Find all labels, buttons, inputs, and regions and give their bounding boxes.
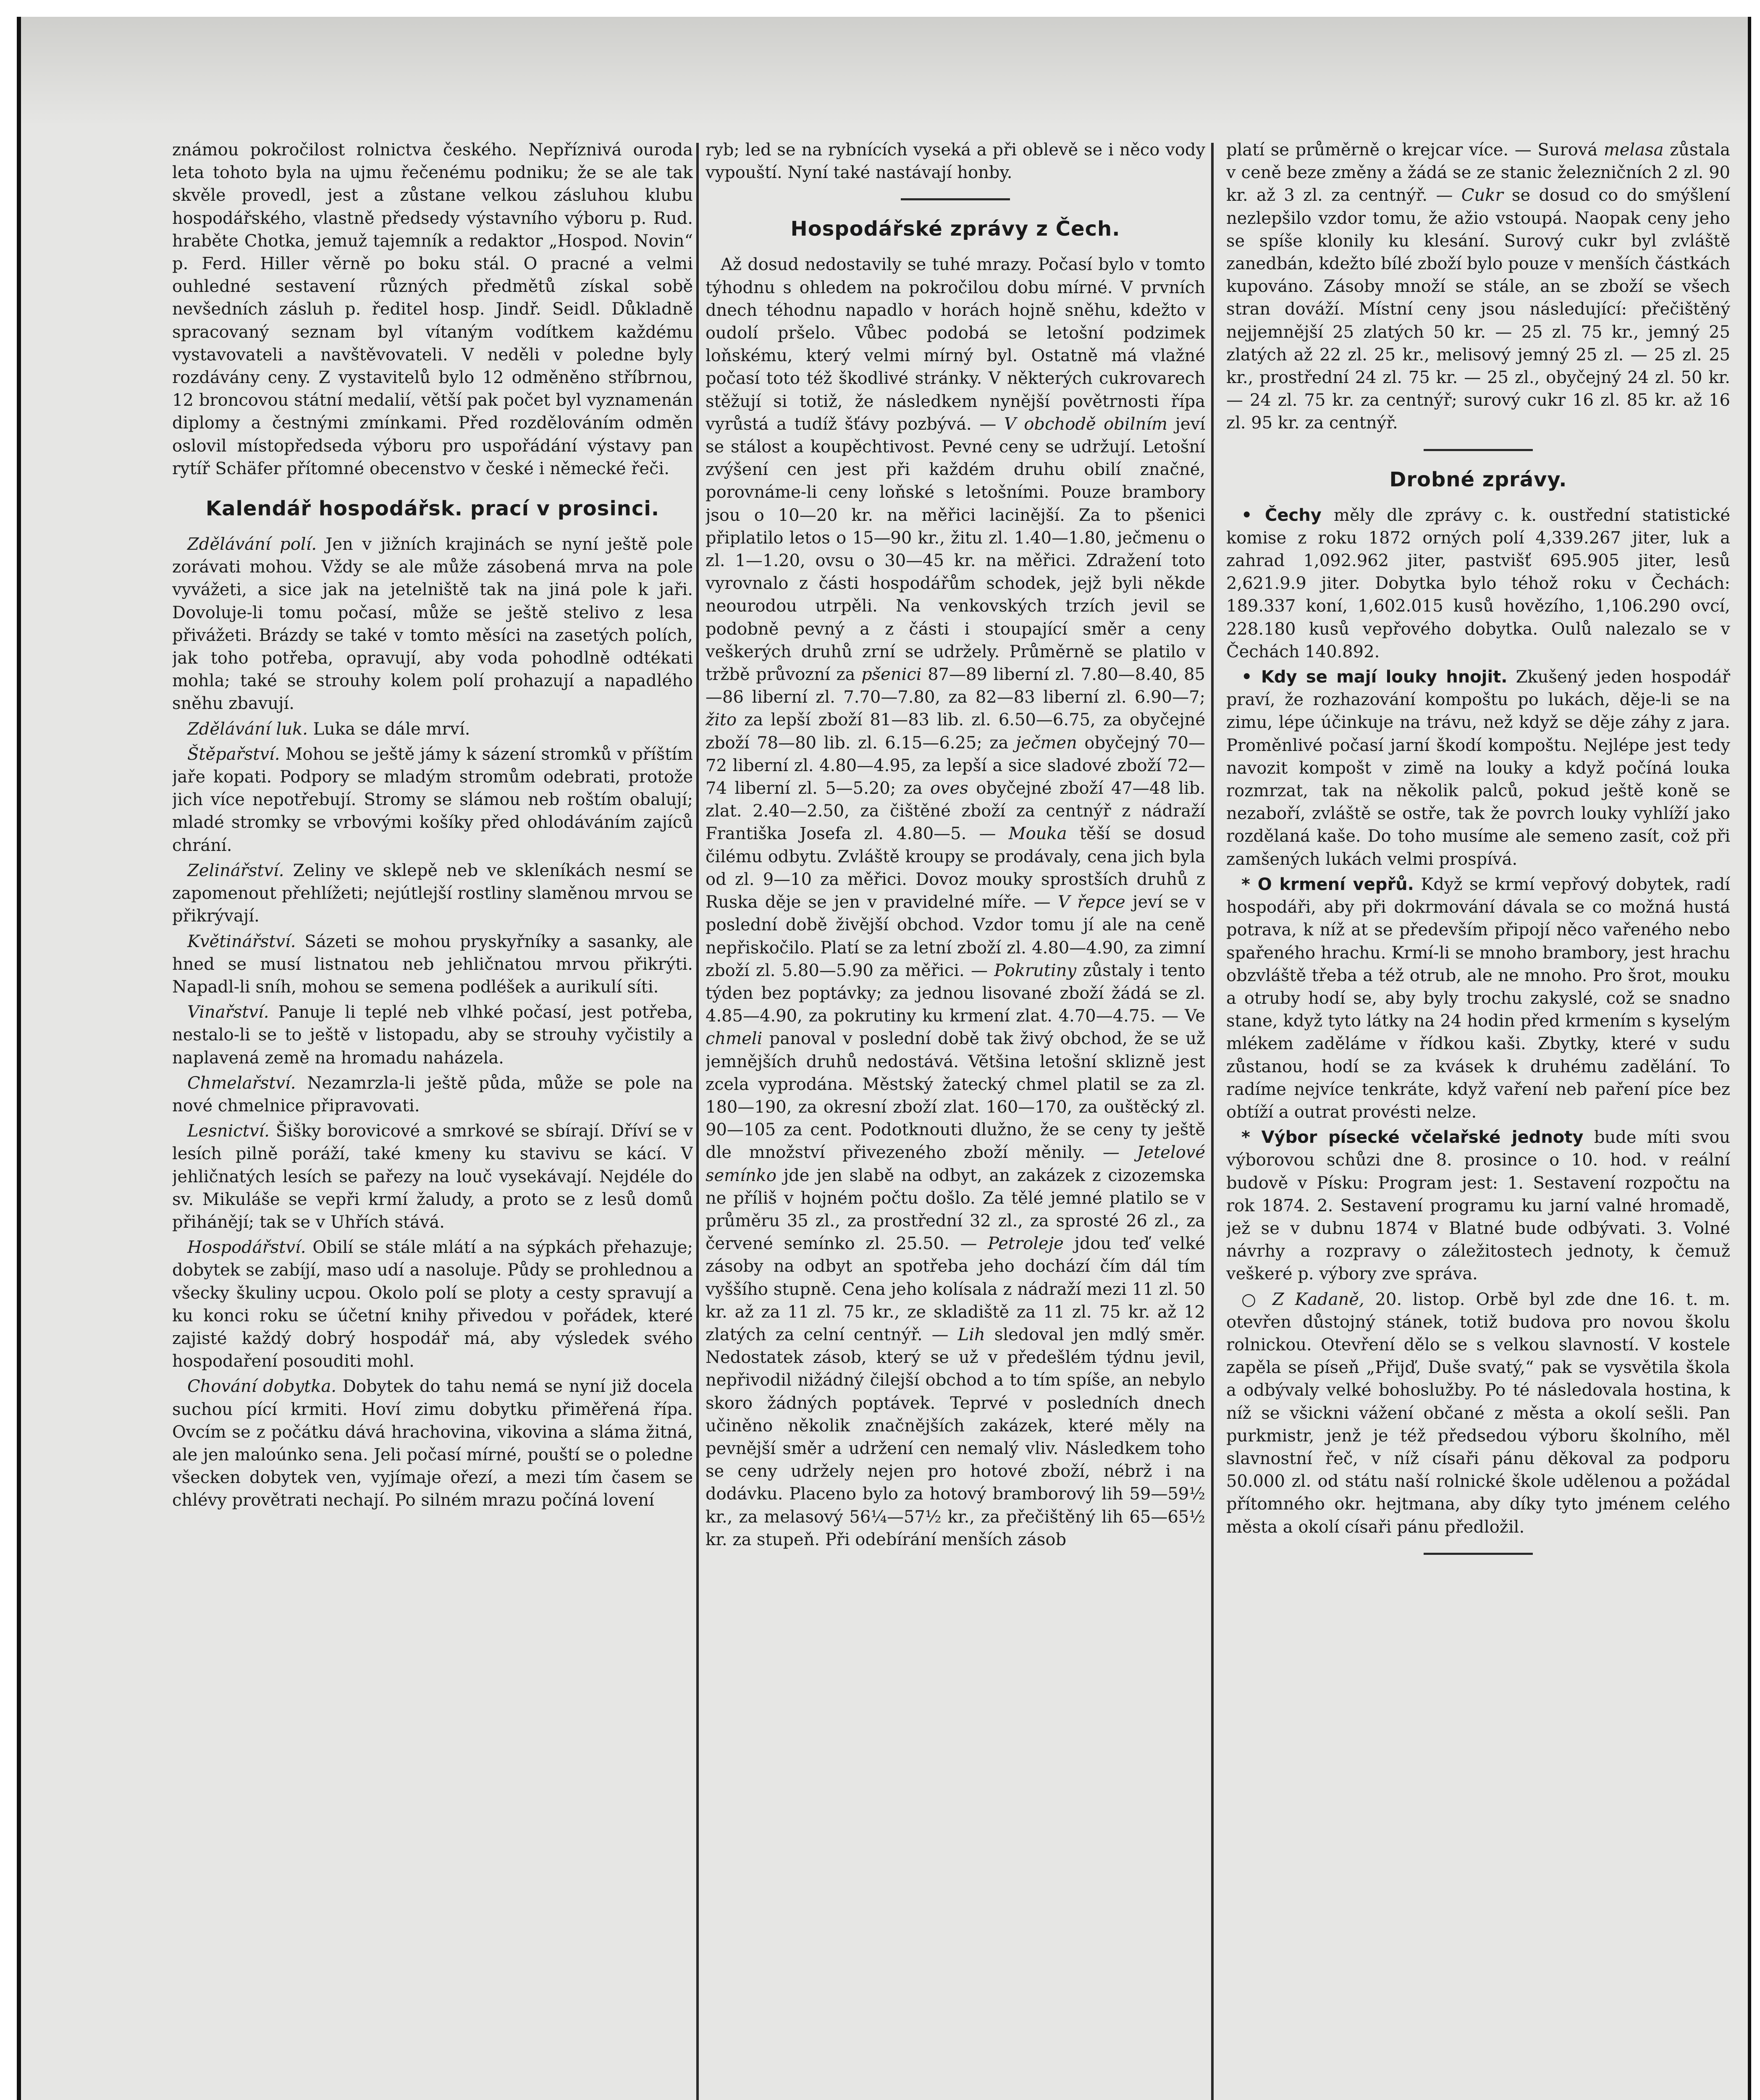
heading-short-news: Drobné zprávy.	[1389, 467, 1567, 491]
section-divider	[901, 198, 1010, 200]
paragraph-vineyards: Vinařství. Panuje li teplé neb vlhké počasí, jest potřeba, nestalo-li se to ještě v listopadu, aby se strouhy vyčistily a naplavená země na hromadu naházela.	[172, 1003, 693, 1068]
column-1	[172, 139, 693, 2100]
column-divider-1	[696, 143, 699, 2100]
lead-farming: Hospodářství.	[187, 1238, 306, 1257]
news-beekeepers: * Výbor písecké včelařské jednoty bude míti svou výborovou schůzi dne 8. prosince o 10. hod. v reální budově v Písku: Program jest: 1. Sestavení rozpočtu na rok 1874. 2. Sestavení programu ku jarní valné hromadě, jež se v dubnu 1874 v Blatné bude odbývati. 3. Volné návrhy a rozpravy o záležitostech jednoty, k čemuž veškeré p. výbory zve správa.	[1226, 1128, 1730, 1284]
lead-vegetables: Zelinářství.	[187, 861, 284, 880]
paragraph-fishing: ryb; led se na rybnících vyseká a při oblevě se i něco vody vypouští. Nyní také nastávají honby.	[706, 140, 1205, 183]
heading-economic-news: Hospodářské zprávy z Čech.	[790, 217, 1120, 241]
lead-livestock: Chování dobytka.	[187, 1377, 337, 1396]
lead-vineyards: Vinařství.	[187, 1003, 269, 1022]
column-3	[1226, 139, 1730, 2100]
paragraph-forestry: Lesnictví. Šišky borovicové a smrkové se sbírají. Dříví se v lesích pilně poráží, také kmeny ku stavivu se kácí. V jehličnatých lesích se pařezy na louč vysekávají. Nejdéle do sv. Mikuláše se vepři krmí žaludy, a proto se z lesů domů přihánějí; tak se v Uhřích stává.	[172, 1121, 693, 1232]
paragraph-fields: Zdělávání polí. Jen v jižních krajinách se nyní ještě pole zorávati mohou. Vždy se ale může zásobená mrva na pole vyvážeti, a sice jak na jetelniště tak na jiná pole k jaři. Dovoluje-li tomu počasí, může se ještě stelivo z lesa přivážeti. Brázdy se také v tomto měsíci na zasetých polích, jak toho potřeba, opravují, aby voda pohodlně odtékati mohla; také se strouhy kolem polí prohazují a napadlého sněhu zbavují.	[172, 535, 693, 714]
paragraph-market-report: Až dosud nedostavily se tuhé mrazy. Počasí bylo v tomto týhodnu s ohledem na pokročilou dobu mírné. V prvních dnech téhodnu napadlo v horách hojně sněhu, kdežto v oudolí pršelo. Vůbec podobá se letošní podzimek loňskému, který velmi mírný byl. Ostatně má vlažné počasí toto též škodlivé stránky. V některých cukrovarech stěžují si totiž, že následkem nynější povětrnosti řípa vyrůstá a tudíž šťávy pozbývá. — V obchodě obilním jeví se stálost a koupěchtivost. Pevné ceny se udržují. Letošní zvýšení cen jest při každém druhu obilí značné, porovnáme-li ceny loňské s letošními. Pouze brambory jsou o 10—20 kr. na měřici lacinější. Za to pšenici připlatilo letos o 15—90 kr., žitu zl. 1.40—1.80, ječmenu o zl. 1—1.20, ovsu o 30—45 kr. na měřici. Zdražení toto vyrovnalo z části hospodářům schodek, jejž byli někde neourodou utrpěli. Na venkovských trzích jevil se podobně pevný a z části i stoupající směr a ceny veškerých druhů zrní se udržely. Průměrně se platilo v tržbě průvozní za pšenici 87—89 liberní zl. 7.80—8.40, 85—86 liberní zl. 7.70—7.80, za 82—83 liberní zl. 6.90—7; žito za lepší zboží 81—83 lib. zl. 6.50—6.75, za obyčejné zboží 78—80 lib. zl. 6.15—6.25; za ječmen obyčejný 70—72 liberní zl. 4.80—4.95, za lepší a sice sladové zboží 72—74 liberní zl. 5—5.20; za oves obyčejné zboží 47—48 lib. zlat. 2.40—2.50, za čištěné zboží za centnýř z nádraží Františka Josefa zl. 4.80—5. — Mouka těší se dosud čilému odbytu. Zvláště kroupy se prodávaly, cena jich byla od zl. 9—10 za měřici. Dovoz mouky sprostších druhů z Ruska děje se jen v pravidelné míře. — V řepce jeví se v poslední době živější obchod. Vzdor tomu jí ale na ceně nepřiskočilo. Platí se za letní zboží zl. 4.80—4.90, za zimní zboží zl. 5.80—5.90 za měřici. — Pokrutiny zůstaly i tento týden bez poptávky; za jednou lisované zboží žádá se zl. 4.85—4.90, za pokrutiny ku krmení zlat. 4.70—4.75. — Ve chmeli panoval v poslední době tak živý obchod, že se už jemnějších druhů nedostává. Většina letošní sklizně jest zcela vyprodána. Městský žatecký chmel platil se za zl. 180—190, za okresní zboží zlat. 160—170, za ouštěcký zl. 90—105 za cent. Podotknouti dlužno, že se ceny ty ještě dle množství přivezeného zboží měnily. — Jetelové semínko jde jen slabě na odbyt, an zakázek z cizozemska ne příliš v hojném počtu došlo. Za tělé jemné platilo se v průměru 35 zl., za prostřední 32 zl., za sprosté 26 zl., za červené semínko zl. 25.50. — Petroleje jdou teď velké zásoby na odbyt an spotřeba jeho dochází čím dál tím vyššího stupně. Cena jeho kolísala z nádraží mezi 11 zl. 50 kr. až za 11 zl. 75 kr., ze skladiště za 11 zl. 75 kr. až 12 zlatých za celní centnýř. — Lih sledoval jen mdlý směr. Nedostatek zásob, který se už v předešlém týdnu jevil, nepřivodil nižádný čilejší obchod a to tím spíše, an nebylo skoro žádných poptávek. Teprvé v posledních dnech učiněno několik značnějších zakázek, které měly na pevnější směr a udržení cen nemalý vliv. Následkem toho se ceny udržely nejen pro hotové zboží, nébrž i na dodávku. Placeno bylo za hotový bramborový lih 59—59½ kr., za melasový 56¼—57½ kr., za přečištěný lih 65—65½ kr. za stupeň. Při odebírání menších zásob	[706, 255, 1205, 1549]
section-divider-3	[1424, 449, 1533, 451]
paragraph-livestock: Chování dobytka. Dobytek do tahu nemá se nyní již docela suchou pící krmiti. Hoví zimu dobytku přiměřená řípa. Ovcím se z počátku dává hrachovina, vikovina a sláma žitná, ale jen maloúnko sena. Jeli počasí mírné, pouští se o poledne všecken dobytek ven, vyjímaje ořezí, a mezi tím časem se chlévy provětrati nechají. Po silném mrazu počíná lovení	[172, 1377, 693, 1510]
paragraph-meadows: Zdělávání luk. Luka se dále mrví.	[187, 719, 470, 739]
paragraph-exhibition: známou pokročilost rolnictva českého. Nepříznivá ouroda leta tohoto byla na ujmu řečenému podniku; že se ale tak skvěle provedl, jest a zůstane velkou zásluhou klubu hospodářského, vlastně předsedy výstavního výboru p. Rud. hraběte Chotka, jemuž tajemník a redaktor „Hospod. Novin“ p. Ferd. Hiller věrně po boku stál. O pracné a velmi ouhledné sestavení různých předmětů získal sobě nevšedních zásluh p. ředitel hosp. Jindř. Seidl. Důkladně spracovaný seznam byl vítaným vodítkem každému vystavovateli a navštěvovateli. V neděli v poledne byly rozdávány ceny. Z vystavitelů bylo 12 odměněno stříbrnou, 12 broncovou státní medalií, větší pak počet byl vyznamenán diplomy a čestnými zmínkami. Před rozdělováním odměn oslovil místopředseda výboru pro uspořádání výstavy pan rytíř Schäfer přítomné obecenstvo v české i německé řeči.	[172, 140, 693, 478]
paragraph-sugar-market: platí se průměrně o krejcar více. — Surová melasa zůstala v ceně beze změny a žádá se ze stanic železničních 2 zl. 90 kr. až 3 zl. za centnýř. — Cukr se dosud co do smýšlení nezlepšilo vzdor tomu, že ažio vstoupá. Naopak ceny jeho se spíše klonily ku klesání. Surový cukr byl zvláště zanedbán, kdežto bílé zboží bylo pouze v menších částkách kupováno. Zásoby množí se stále, an se zboží se všech stran dováží. Místní ceny jsou následující: přečištěný nejjemnější 25 zlatých 50 kr. — 25 zl. 75 kr., jemný 25 zlatých až 22 zl. 25 kr., melisový jemný 25 zl. — 25 zl. 25 kr., prostřední 24 zl. 75 kr. — 25 zl., obyčejný 24 zl. 50 kr. — 24 zl. 75 kr. za centnýř; surový cukr 16 zl. 85 kr. až 16 zl. 95 kr. za centnýř.	[1226, 140, 1730, 433]
paragraph-orchards: Štěpařství. Mohou se ještě jámy k sázení stromků v příštím jaře kopati. Podpory se mladým stromům odebrati, protože jich více nepotřebují. Stromy se slámou neb roštím obalují; mladé stromky se vrbovými košíky před ohlodáváním zajíců chrání.	[172, 744, 693, 855]
lead-flowers: Květinářství.	[187, 932, 296, 951]
lead-hops: Chmelařství.	[187, 1073, 296, 1093]
end-divider	[1424, 1553, 1533, 1555]
paragraph-flowers: Květinářství. Sázeti se mohou pryskyřníky a sasanky, ale hned se musí listnatou neb jehličnatou mrvou přikrýti. Napadl-li sníh, mohou se semena podléšek a aurikulí síti.	[172, 932, 693, 997]
lead-forestry: Lesnictví.	[187, 1121, 270, 1141]
lead-meadows: Zdělávání luk.	[187, 719, 308, 739]
heading-calendar: Kalendář hospodářsk. prací v prosinci.	[205, 497, 660, 521]
news-kadan-school: ○ Z Kadaně, 20. listop. Orbě byl zde dne 16. t. m. otevřen důstojný stánek, totiž budova pro novou školu rolnickou. Otevření dělo se s velkou slavností. V kostele zapěla se píseň „Přijď, Duše svatý,“ pak se vysvětila škola a odbývaly velké bohoslužby. Po té následovala hostina, k níž se všickni vážení občané z města a okolí sešli. Pan purkmistr, jenž je též předsedou výboru školního, měl slavnostní řeč, v níž císaři pánu děkoval za podporu 50.000 zl. od státu naší rolnické škole udělenou a požádal přítomného okr. hejtmana, aby díky tyto jménem celého města a okolí císaři pánu předložil.	[1226, 1289, 1730, 1537]
news-pig-feeding: * O krmení vepřů. Když se krmí vepřový dobytek, radí hospodáři, aby při dokrmování dávala se co možná hustá potrava, k níž at se především připojí něco vařeného nebo spařeného hrachu. Krmí-li se mnoho brambory, jest hrachu obzvláště třeba a též otrub, ale ne mnoho. Pro šrot, mouku a otruby hodí se, aby byly trochu zakyslé, což se snadno stane, když tyto látky na 24 hodin před krmením s kyselým mlékem zaděláme v řídkou kaši. Zbytky, které v sudu zůstanou, hodí se za kvásek k druhému zadělání. To radíme nejvíce tenkráte, když vaření neb paření píce bez obtíží a outrat provésti nelze.	[1226, 874, 1730, 1122]
newspaper-page	[17, 17, 1751, 2100]
paragraph-vegetables: Zelinářství. Zeliny ve sklepě neb ve skleníkách nesmí se zapomenout přehlížeti; nejútlejší rostliny slaměnou mrvou se přikrývají.	[172, 861, 693, 926]
lead-orchards: Štěpařství.	[187, 744, 280, 764]
scan-shadow	[21, 17, 1748, 126]
paragraph-farming: Hospodářství. Obilí se stále mlátí a na sýpkách přehazuje; dobytek se zabíjí, maso udí a nasoluje. Půdy se prohlednou a všecky škuliny ucpou. Okolo polí se ploty a cesty spravují a ku konci roku se účetní knihy přivedou v pořádek, které zajisté každý dobrý hospodář má, aby výsledek svého hospodaření posouditi mohl.	[172, 1238, 693, 1371]
lead-fields: Zdělávání polí.	[187, 535, 317, 554]
news-meadow-fertilizing: • Kdy se mají louky hnojit. Zkušený jeden hospodář praví, že rozhazování kompoštu po lukách, děje-li se na zimu, lépe účinkuje na trávu, než když se děje záhy z jara. Proměnlivé počasí jarní škodí kompoštu. Nejlépe jest tedy navozit kompošt v zimě na louky a když počíná louka rozmrzat, tak na několik palců, pokud ještě koně se nezaboří, zvláště se ostře, tak že povrch louky vyhlíží jako rozdělaná kaše. Do toho musíme ale semeno zasít, což při zamšených lukách velmi prospívá.	[1226, 667, 1730, 869]
news-bohemia-statistics: • Čechy měly dle zprávy c. k. oustřední statistické komise z roku 1872 orných polí 4,339.267 jiter, luk a zahrad 1,092.962 jiter, pastvišť 695.905 jiter, lesů 2,621.9.9 jiter. Dobytka bylo téhož roku v Čechách: 189.337 koní, 1,602.015 kusů hovězího, 1,106.290 ovcí, 228.180 kusů vepřového dobytka. Oulů nalezalo se v Čechách 140.892.	[1226, 505, 1730, 662]
column-2	[706, 139, 1205, 2100]
column-divider-2	[1211, 143, 1214, 2100]
paragraph-hops: Chmelařství. Nezamrzla-li ještě půda, může se pole na nové chmelnice připravovati.	[172, 1073, 693, 1116]
